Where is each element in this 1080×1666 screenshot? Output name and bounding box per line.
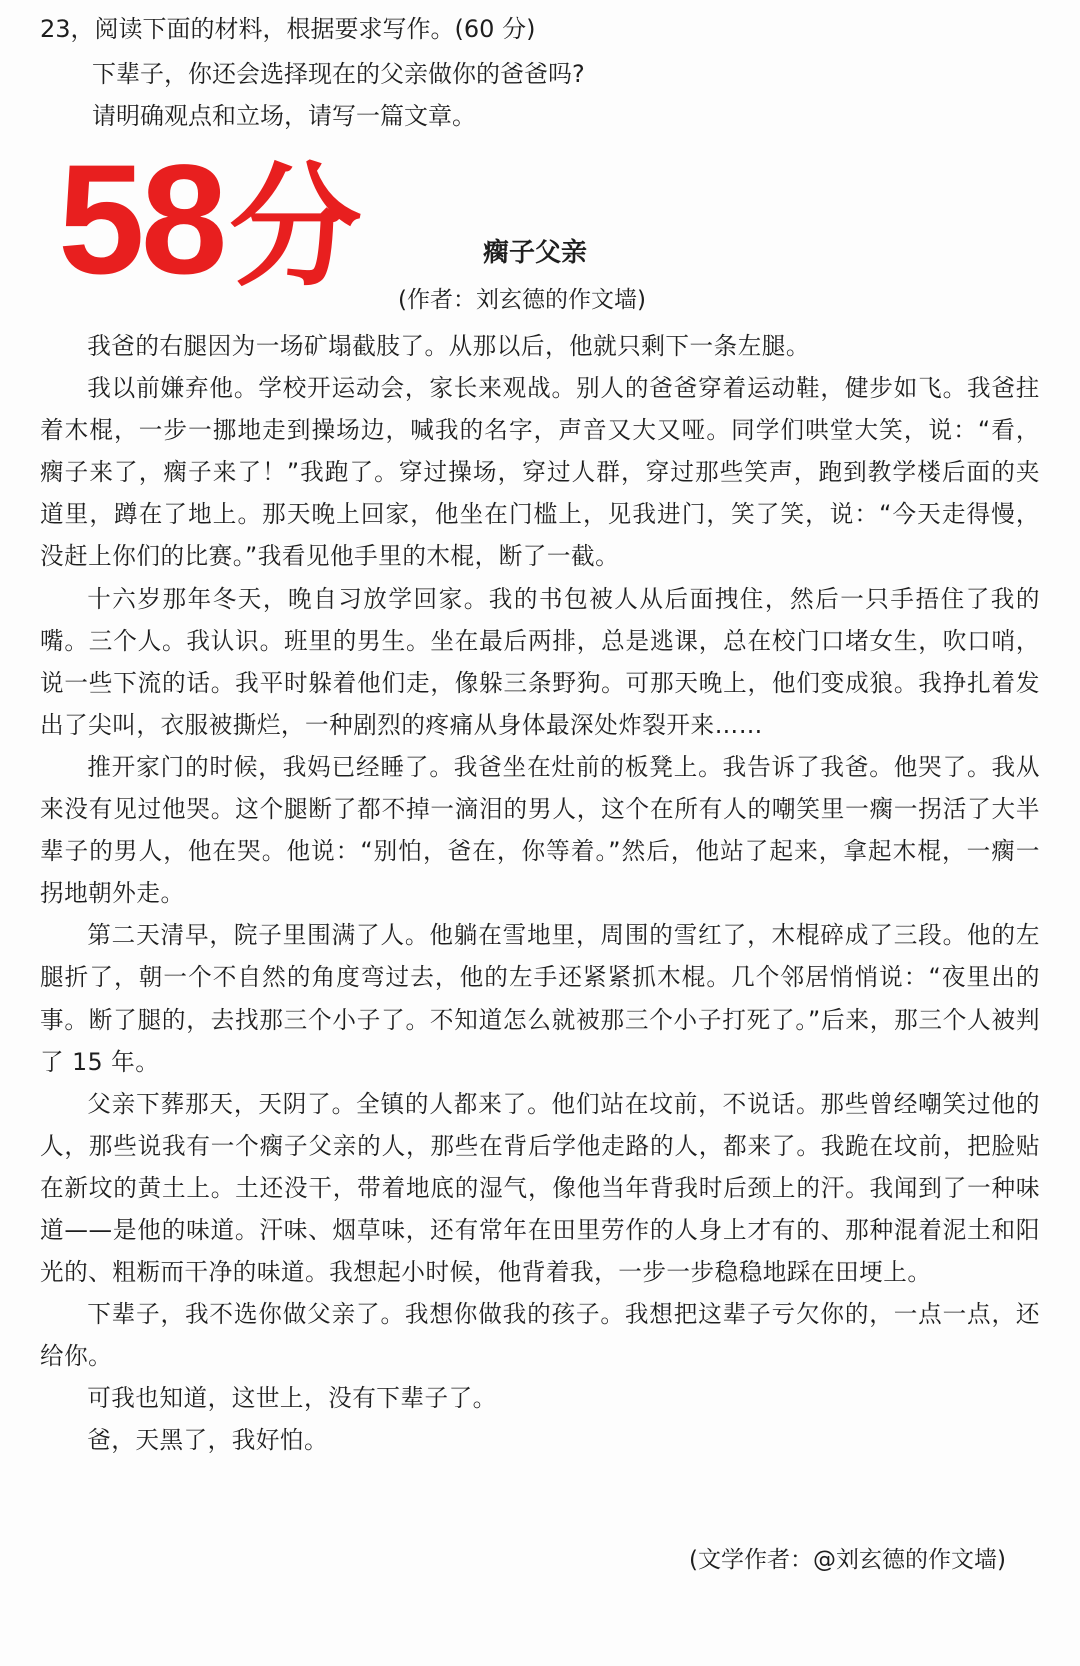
score-stamp — [58, 133, 362, 307]
essay-byline: (作者：刘玄德的作文墙) — [398, 287, 646, 313]
score-unit: 分 — [229, 154, 362, 301]
essay-paragraph: 推开家门的时候，我妈已经睡了。我爸坐在灶前的板凳上。我告诉了我爸。他哭了。我从来没有见过他哭。这个腿断了都不掉一滴泪的男人，这个在所有人的嘲笑里一瘸一拐活了大半辈子的男人，他在哭。他说：“别怕，爸在，你等着。”然后，他站了起来，拿起木棍，一瘸一拐地朝外走。 — [40, 752, 1040, 908]
question-title: 23，阅读下面的材料，根据要求写作。(60 分) — [40, 15, 536, 43]
essay-paragraph: 十六岁那年冬天，晚自习放学回家。我的书包被人从后面拽住，然后一只手捂住了我的嘴。三个人。我认识。班里的男生。坐在最后两排，总是逃课，总在校门口堵女生，吹口哨，说一些下流的话。我平时躲着他们走，像躲三条野狗。可那天晚上，他们变成狼。我挣扎着发出了尖叫，衣服被撕烂，一种剧烈的疼痛从身体最深处炸裂开来…… — [40, 584, 1040, 739]
essay-title: 瘸子父亲 — [483, 238, 588, 268]
essay-paragraph: 我爸的右腿因为一场矿塌截肢了。从那以后，他就只剩下一条左腿。 — [87, 332, 810, 360]
essay-paragraph: 可我也知道，这世上，没有下辈子了。 — [87, 1384, 497, 1413]
question-requirement: 请明确观点和立场，请写一篇文章。 — [92, 102, 476, 130]
essay-paragraph: 父亲下葬那天，天阴了。全镇的人都来了。他们站在坟前，不说话。那些曾经嘲笑过他的人，那些说我有一个瘸子父亲的人，那些在背后学他走路的人，都来了。我跪在坟前，把脸贴在新坟的黄土上。土还没干，带着地底的湿气，像他当年背我时后颈上的汗。我闻到了一种味道——是他的味道。汗味、烟草味，还有常年在田里劳作的人身上才有的、那种混着泥土和阳光的、粗粝而干净的味道。我想起小时候，他背着我，一步一步稳稳地踩在田埂上。 — [40, 1089, 1040, 1287]
essay-signature: (文学作者：@刘玄德的作文墙) — [689, 1547, 1006, 1573]
essay-paragraph: 第二天清早，院子里围满了人。他躺在雪地里，周围的雪红了，木棍碎成了三段。他的左腿折了，朝一个不自然的角度弯过去，他的左手还紧紧抓木棍。几个邻居悄悄说：“夜里出的事。断了腿的，去找那三个小子了。不知道怎么就被那三个小子打死了。”后来，那三个人被判了 15 年。 — [40, 921, 1040, 1076]
question-prompt: 下辈子，你还会选择现在的父亲做你的爸爸吗? — [92, 60, 585, 88]
essay-paragraph: 爸，天黑了，我好怕。 — [87, 1426, 329, 1455]
score-number: 58 — [58, 133, 224, 307]
essay-paragraph: 下辈子，我不选你做父亲了。我想你做我的孩子。我想把这辈子亏欠你的，一点一点，还给你。 — [40, 1300, 1040, 1371]
essay-body — [40, 325, 1040, 1462]
essay-paragraph: 我以前嫌弃他。学校开运动会，家长来观战。别人的爸爸穿着运动鞋，健步如飞。我爸拄着木棍，一步一挪地走到操场边，喊我的名字，声音又大又哑。同学们哄堂大笑，说：“看，瘸子来了，瘸子来了！”我跑了。穿过操场，穿过人群，穿过那些笑声，跑到教学楼后面的夹道里，蹲在了地上。那天晚上回家，他坐在门槛上，见我进门，笑了笑，说：“今天走得慢，没赶上你们的比赛。”我看见他手里的木棍，断了一截。 — [40, 374, 1040, 571]
